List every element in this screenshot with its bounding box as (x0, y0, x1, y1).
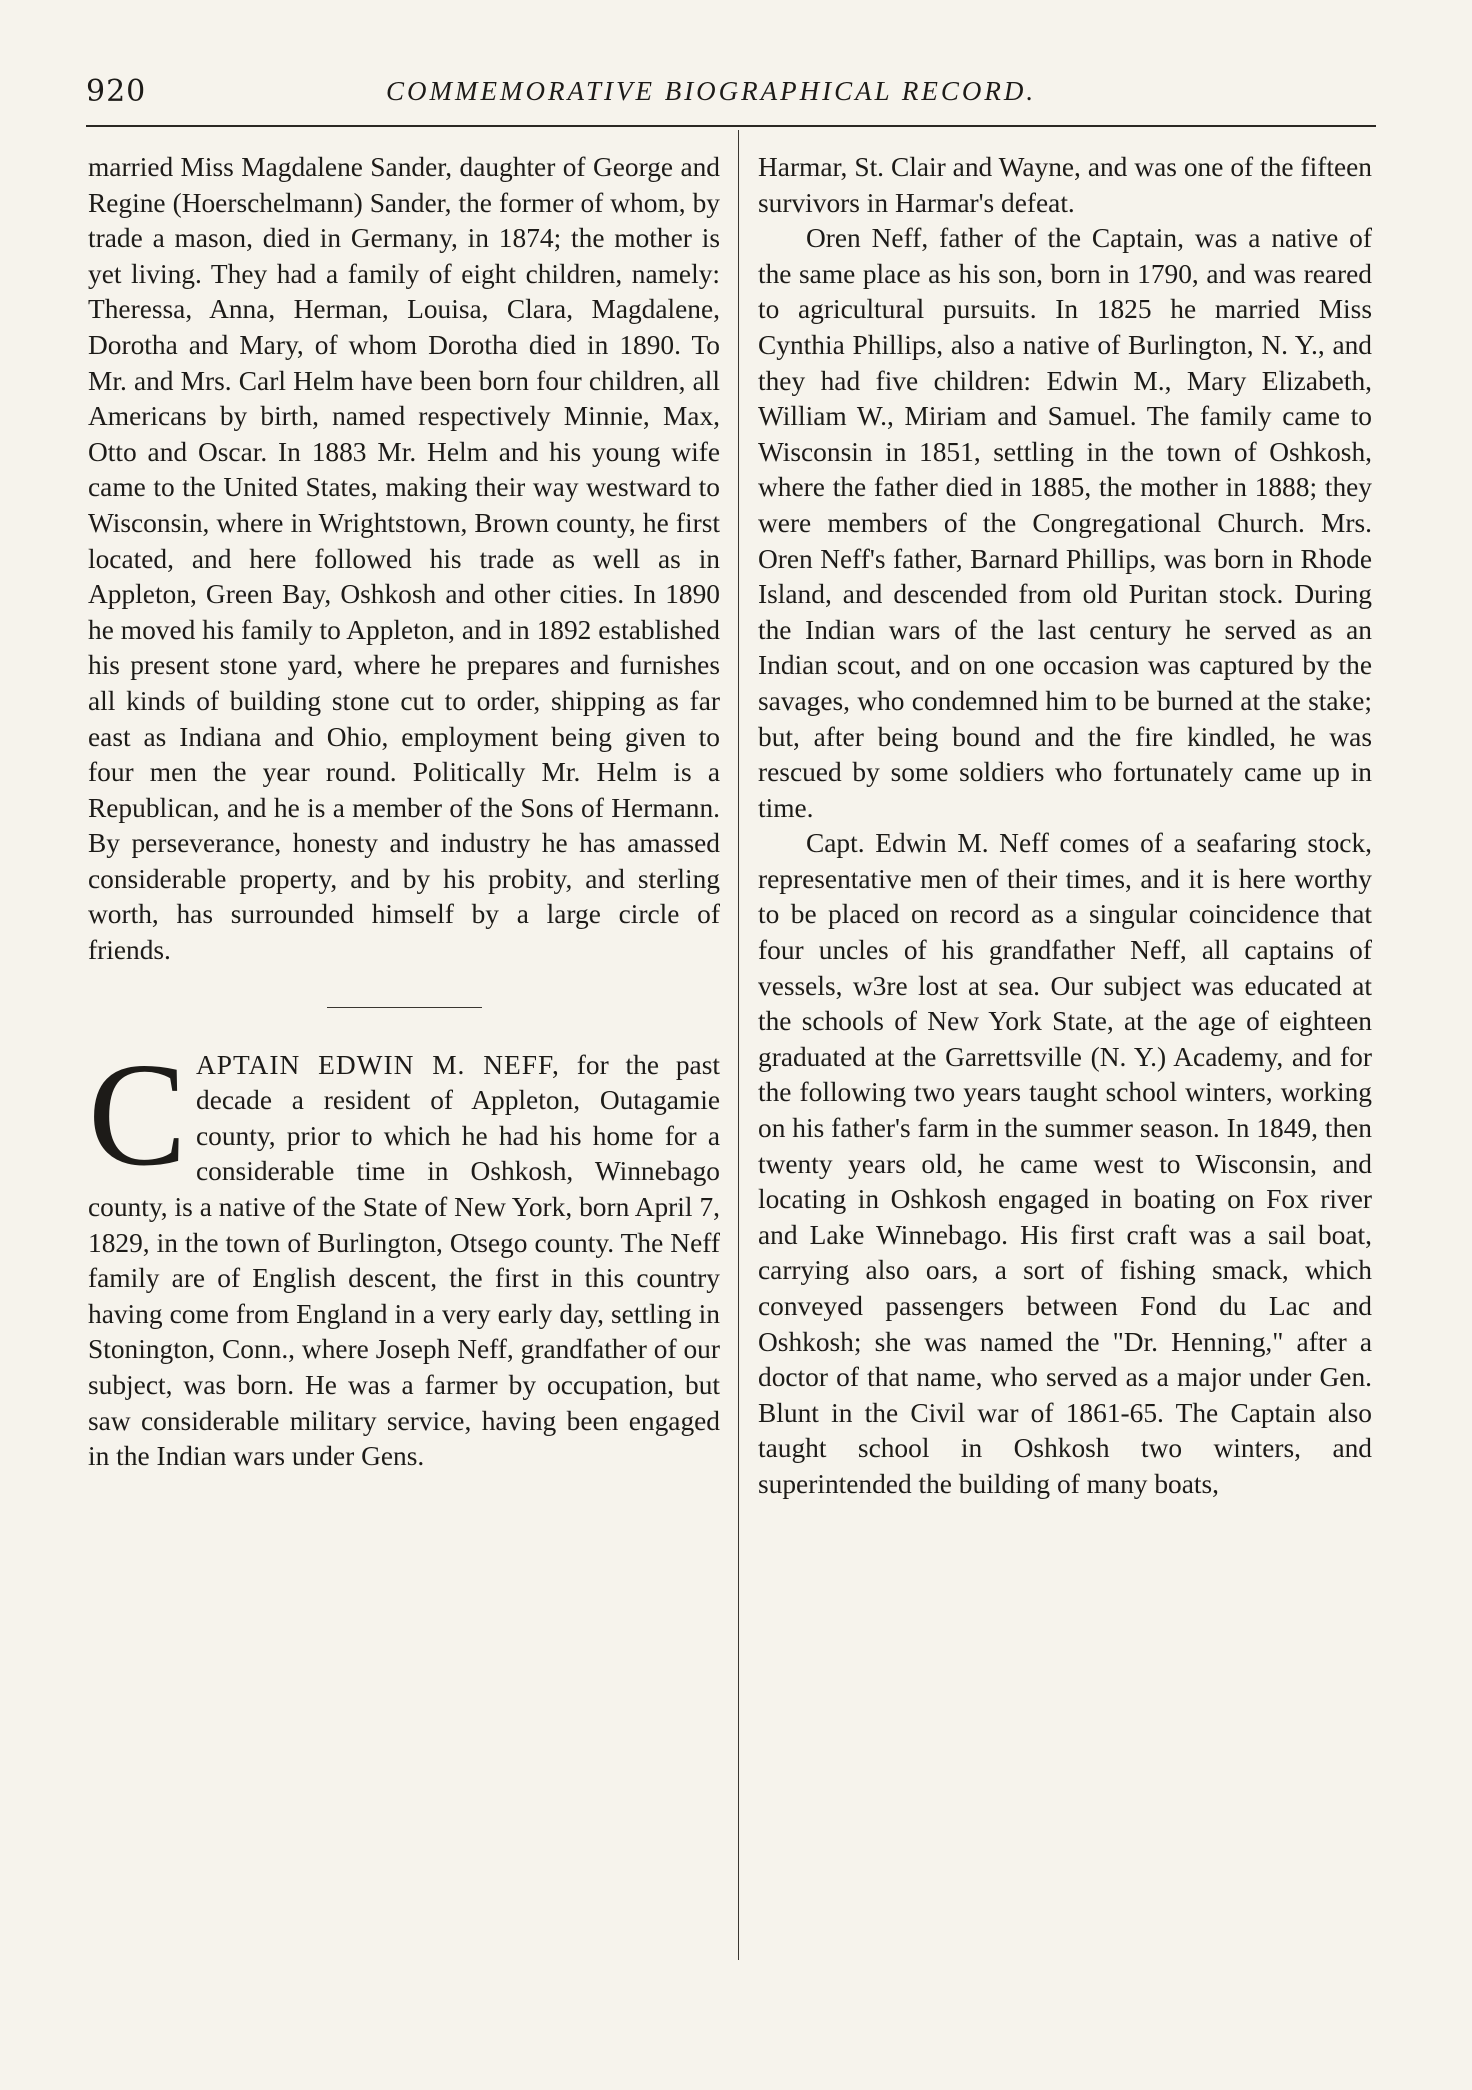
biography-intro (88, 1032, 720, 1475)
intro-text: for the past decade a resident of Appleton, Outagamie county, prior to which he had his home for a considerable time in Oshkosh, Winnebago county, is a native of the State of New York, born April 7, 1829, in the town of Burlington, Otsego county. The Neff family are of English descent, the first in this country having come from England in a very early day, settling in Stonington, Conn., where Joseph Neff, grandfather of our subject, was born. He was a farmer by occupation, but saw considerable military service, having been engaged in the Indian wars under Gens. (88, 1049, 720, 1472)
right-paragraph-1: Harmar, St. Clair and Wayne, and was one of the fifteen survivors in Harmar's defeat. (758, 152, 1372, 218)
left-column (88, 150, 720, 1475)
left-paragraph-1: married Miss Magdalene Sander, daughter of George and Regine (Hoerschelmann) Sander, the former of whom, by trade a mason, died in Germany, in 1874; the mother is yet living. They had a family of eight children, namely: Theressa, Anna, Herman, Louisa, Clara, Magdalene, Dorotha and Mary, of whom Dorotha died in 1890. To Mr. and Mrs. Carl Helm have been born four children, all Americans by birth, named respectively Minnie, Max, Otto and Oscar. In 1883 Mr. Helm and his young wife came to the United States, making their way westward to Wisconsin, where in Wrightstown, Brown county, he first located, and here followed his trade as well as in Appleton, Green Bay, Oshkosh and other cities. In 1890 he moved his family to Appleton, and in 1892 established his present stone yard, where he prepares and furnishes all kinds of building stone cut to order, shipping as far east as Indiana and Ohio, employment being given to four men the year round. Politically Mr. Helm is a Republican, and he is a member of the Sons of Hermann. By perseverance, honesty and industry he has amassed considerable property, and by his probity, and sterling worth, has surrounded himself by a large circle of friends. (88, 152, 720, 966)
right-column (758, 150, 1372, 1503)
column-divider (738, 130, 739, 1960)
header-rule (86, 125, 1376, 127)
page-header (86, 66, 1376, 116)
section-break-rule (327, 1007, 482, 1008)
right-paragraph-2: Oren Neff, father of the Captain, was a native of the same place as his son, born in 1790, and was reared to agricultural pursuits. In 1825 he married Miss Cynthia Phillips, also a native of Burlington, N. Y., and they had five children: Edwin M., Mary Elizabeth, William W., Miriam and Samuel. The family came to Wisconsin in 1851, settling in the town of Oshkosh, where the father died in 1885, the mother in 1888; they were members of the Congregational Church. Mrs. Oren Neff's father, Barnard Phillips, was born in Rhode Island, and descended from old Puritan stock. During the Indian wars of the last century he served as an Indian scout, and on one occasion was captured by the savages, who condemned him to be burned at the stake; but, after being bound and the fire kindled, he was rescued by some soldiers who fortunately came up in time. (758, 223, 1372, 823)
subject-name: APTAIN EDWIN M. NEFF, (196, 1049, 560, 1080)
right-paragraph-3: Capt. Edwin M. Neff comes of a seafaring stock, representative men of their times, and it is here worthy to be placed on record as a singular coincidence that four uncles of his grandfather Neff, all captains of vessels, w3re lost at sea. Our subject was educated at the schools of New York State, at the age of eighteen graduated at the Garrettsville (N. Y.) Academy, and for the following two years taught school winters, working on his father's farm in the summer season. In 1849, then twenty years old, he came west to Wisconsin, and locating in Oshkosh engaged in boating on Fox river and Lake Winnebago. His first craft was a sail boat, carrying also oars, a sort of fishing smack, which conveyed passengers between Fond du Lac and Oshkosh; she was named the "Dr. Henning," after a doctor of that name, who served as a major under Gen. Blunt in the Civil war of 1861-65. The Captain also taught school in Oshkosh two winters, and superintended the building of many boats, (758, 828, 1372, 1499)
running-title: COMMEMORATIVE BIOGRAPHICAL RECORD. (386, 76, 1037, 106)
page-number: 920 (86, 74, 147, 109)
drop-cap: C (88, 1032, 187, 1197)
